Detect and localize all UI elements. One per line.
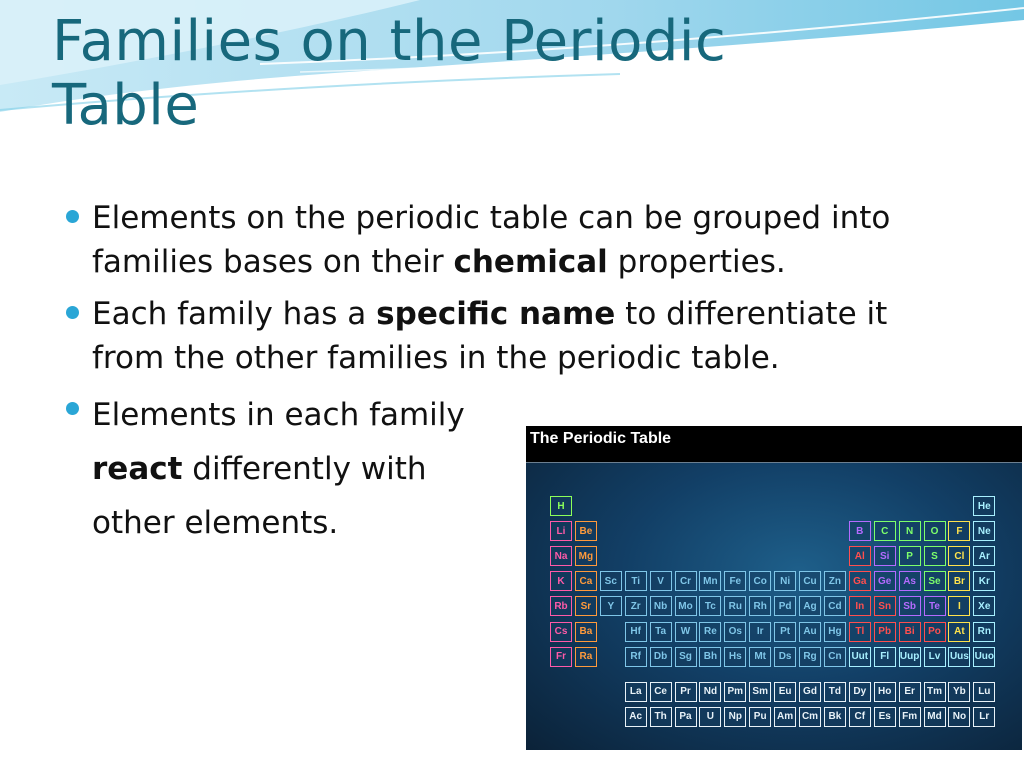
- element-cell-ne: Ne: [973, 521, 995, 541]
- element-cell-he: He: [973, 496, 995, 516]
- element-cell-re: Re: [699, 622, 721, 642]
- element-cell-eu: Eu: [774, 682, 796, 702]
- element-cell-zn: Zn: [824, 571, 846, 591]
- element-cell-ti: Ti: [625, 571, 647, 591]
- element-cell-nb: Nb: [650, 596, 672, 616]
- element-cell-si: Si: [874, 546, 896, 566]
- element-cell-pr: Pr: [675, 682, 697, 702]
- element-cell-cr: Cr: [675, 571, 697, 591]
- element-cell-ta: Ta: [650, 622, 672, 642]
- element-cell-sn: Sn: [874, 596, 896, 616]
- element-cell-br: Br: [948, 571, 970, 591]
- element-cell-ge: Ge: [874, 571, 896, 591]
- element-cell-in: In: [849, 596, 871, 616]
- element-cell-co: Co: [749, 571, 771, 591]
- element-cell-er: Er: [899, 682, 921, 702]
- element-cell-tm: Tm: [924, 682, 946, 702]
- element-cell-tc: Tc: [699, 596, 721, 616]
- element-cell-s: S: [924, 546, 946, 566]
- element-cell-hs: Hs: [724, 647, 746, 667]
- element-cell-ra: Ra: [575, 647, 597, 667]
- element-cell-k: K: [550, 571, 572, 591]
- element-cell-cm: Cm: [799, 707, 821, 727]
- bullet3-line2-rest: differently with: [182, 451, 427, 487]
- element-cell-cn: Cn: [824, 647, 846, 667]
- element-cell-pb: Pb: [874, 622, 896, 642]
- bullet2-text2: to differentiate it from the other families in the periodic table.: [92, 296, 888, 376]
- element-cell-sm: Sm: [749, 682, 771, 702]
- bullet-item-family-name: [62, 292, 962, 380]
- element-cell-fr: Fr: [550, 647, 572, 667]
- element-cell-rf: Rf: [625, 647, 647, 667]
- element-cell-c: C: [874, 521, 896, 541]
- element-cell-as: As: [899, 571, 921, 591]
- element-cell-th: Th: [650, 707, 672, 727]
- element-cell-rh: Rh: [749, 596, 771, 616]
- element-cell-ho: Ho: [874, 682, 896, 702]
- element-cell-bh: Bh: [699, 647, 721, 667]
- element-cell-ni: Ni: [774, 571, 796, 591]
- element-cell-yb: Yb: [948, 682, 970, 702]
- bullet2-text1: Each family has a: [92, 296, 377, 332]
- element-cell-es: Es: [874, 707, 896, 727]
- element-cell-mo: Mo: [675, 596, 697, 616]
- bullet3-line3: other elements.: [92, 505, 339, 541]
- element-cell-cf: Cf: [849, 707, 871, 727]
- element-cell-fe: Fe: [724, 571, 746, 591]
- element-cell-rg: Rg: [799, 647, 821, 667]
- element-cell-pa: Pa: [675, 707, 697, 727]
- bullet-dot-icon: [66, 402, 79, 415]
- element-cell-na: Na: [550, 546, 572, 566]
- element-cell-at: At: [948, 622, 970, 642]
- bullet-item-grouping: [62, 196, 962, 284]
- element-cell-os: Os: [724, 622, 746, 642]
- element-cell-sg: Sg: [675, 647, 697, 667]
- element-cell-no: No: [948, 707, 970, 727]
- element-cell-ru: Ru: [724, 596, 746, 616]
- element-cell-am: Am: [774, 707, 796, 727]
- element-cell-lu: Lu: [973, 682, 995, 702]
- element-cell-o: O: [924, 521, 946, 541]
- element-cell-pt: Pt: [774, 622, 796, 642]
- element-cell-cd: Cd: [824, 596, 846, 616]
- element-cell-cu: Cu: [799, 571, 821, 591]
- periodic-table-divider: [526, 462, 1022, 463]
- element-cell-y: Y: [600, 596, 622, 616]
- bullet-dot-icon: [66, 210, 79, 223]
- element-cell-zr: Zr: [625, 596, 647, 616]
- bullet3-bold: react: [92, 451, 183, 487]
- periodic-table-header: [526, 426, 1022, 462]
- element-cell-ir: Ir: [749, 622, 771, 642]
- element-cell-lv: Lv: [924, 647, 946, 667]
- periodic-table-image: [526, 426, 1022, 750]
- element-cell-pm: Pm: [724, 682, 746, 702]
- element-cell-fm: Fm: [899, 707, 921, 727]
- element-cell-ce: Ce: [650, 682, 672, 702]
- element-cell-mg: Mg: [575, 546, 597, 566]
- element-cell-uup: Uup: [899, 647, 921, 667]
- element-cell-db: Db: [650, 647, 672, 667]
- element-cell-np: Np: [724, 707, 746, 727]
- element-cell-ac: Ac: [625, 707, 647, 727]
- bullet1-bold: chemical: [453, 244, 608, 280]
- element-cell-cl: Cl: [948, 546, 970, 566]
- element-cell-nd: Nd: [699, 682, 721, 702]
- element-cell-hf: Hf: [625, 622, 647, 642]
- element-cell-ar: Ar: [973, 546, 995, 566]
- element-cell-al: Al: [849, 546, 871, 566]
- element-cell-w: W: [675, 622, 697, 642]
- element-cell-uuo: Uuo: [973, 647, 995, 667]
- element-cell-xe: Xe: [973, 596, 995, 616]
- bullet2-bold: specific name: [376, 296, 616, 332]
- element-cell-dy: Dy: [849, 682, 871, 702]
- bullet1-text1: Elements on the periodic table can be grouped into families bases on their: [92, 200, 891, 280]
- element-cell-sc: Sc: [600, 571, 622, 591]
- element-cell-lr: Lr: [973, 707, 995, 727]
- slide-title-line1: Families on the Periodic: [52, 9, 727, 74]
- element-cell-bk: Bk: [824, 707, 846, 727]
- bullet3-line1: Elements in each family: [92, 397, 465, 433]
- element-cell-ca: Ca: [575, 571, 597, 591]
- element-cell-uus: Uus: [948, 647, 970, 667]
- slide-title: [52, 10, 952, 138]
- element-cell-v: V: [650, 571, 672, 591]
- element-cell-i: I: [948, 596, 970, 616]
- element-cell-rb: Rb: [550, 596, 572, 616]
- element-cell-te: Te: [924, 596, 946, 616]
- element-cell-ba: Ba: [575, 622, 597, 642]
- element-cell-bi: Bi: [899, 622, 921, 642]
- element-cell-u: U: [699, 707, 721, 727]
- element-cell-b: B: [849, 521, 871, 541]
- element-cell-se: Se: [924, 571, 946, 591]
- element-cell-p: P: [899, 546, 921, 566]
- element-cell-ds: Ds: [774, 647, 796, 667]
- element-cell-sr: Sr: [575, 596, 597, 616]
- element-cell-sb: Sb: [899, 596, 921, 616]
- element-cell-fl: Fl: [874, 647, 896, 667]
- element-cell-n: N: [899, 521, 921, 541]
- element-cell-uut: Uut: [849, 647, 871, 667]
- slide-title-line2: Table: [52, 73, 200, 138]
- element-cell-ag: Ag: [799, 596, 821, 616]
- element-cell-ga: Ga: [849, 571, 871, 591]
- element-cell-li: Li: [550, 521, 572, 541]
- element-cell-mn: Mn: [699, 571, 721, 591]
- element-cell-f: F: [948, 521, 970, 541]
- element-cell-cs: Cs: [550, 622, 572, 642]
- bullet1-text2: properties.: [607, 244, 786, 280]
- element-cell-mt: Mt: [749, 647, 771, 667]
- bullet-dot-icon: [66, 306, 79, 319]
- element-cell-gd: Gd: [799, 682, 821, 702]
- element-cell-pu: Pu: [749, 707, 771, 727]
- element-cell-la: La: [625, 682, 647, 702]
- element-cell-be: Be: [575, 521, 597, 541]
- element-cell-h: H: [550, 496, 572, 516]
- periodic-table-title: The Periodic Table: [530, 430, 672, 447]
- element-cell-md: Md: [924, 707, 946, 727]
- element-cell-po: Po: [924, 622, 946, 642]
- element-cell-au: Au: [799, 622, 821, 642]
- element-cell-pd: Pd: [774, 596, 796, 616]
- element-cell-rn: Rn: [973, 622, 995, 642]
- element-cell-td: Td: [824, 682, 846, 702]
- element-cell-tl: Tl: [849, 622, 871, 642]
- element-cell-hg: Hg: [824, 622, 846, 642]
- element-cell-kr: Kr: [973, 571, 995, 591]
